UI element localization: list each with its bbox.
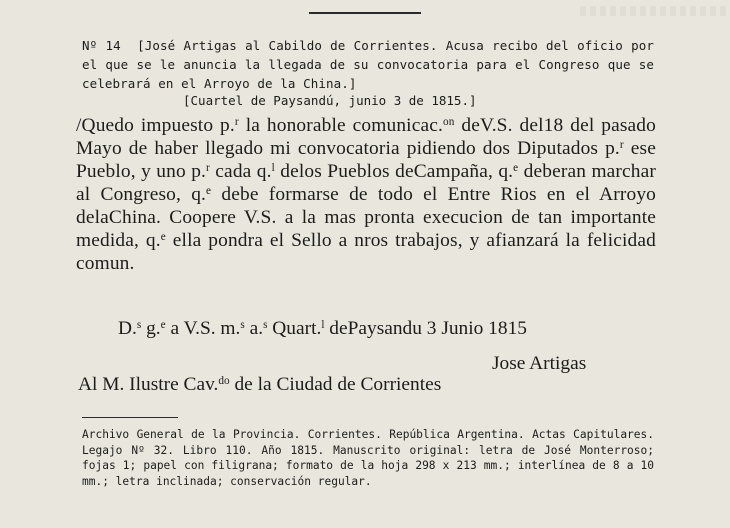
archival-footnote: Archivo General de la Provincia. Corrientes. República Argentina. Actas Capitulares. Legajo Nº 32. Libro 110. Año 1815. Manuscrito original: letra de José Monterroso; fojas 1; papel con filigrana; formato de la hoja 298 x 213 mm.; interlínea de 8 a 10 mm.; letra inclinada; conservación regular.	[82, 428, 654, 488]
document-number: Nº 14	[82, 38, 121, 53]
top-rule	[309, 12, 421, 14]
letter-closing: D.$^s$ g.$^e$ a V.S. m.$^s$ a.$^s$ Quart.$^l$ dePaysandu 3 Junio 1815	[118, 318, 527, 339]
letter-body: /Quedo impuesto p.$^r$ la honorable comunicac.$^{on}$ deV.S. del18 del pasado Mayo de haber llegado mi convocatoria pidiendo dos Diputados p.$^r$ ese Pueblo, y uno p.$^r$ cada q.$^l$ delos Pueblos deCampaña, q.$^e$ deberan marchar al Congreso, q.$^e$ debe formarse de todo el Entre Rios en el Arroyo delaChina. Coopere V.S. a la mas pronta execucion de tan importante medida, q.$^e$ ella pondra el Sello a nros trabajos, y afianzará la felicidad comun.	[76, 115, 657, 274]
show-through-text	[580, 6, 730, 16]
signature: Jose Artigas	[492, 353, 587, 374]
document-heading	[82, 36, 654, 93]
document-summary: [José Artigas al Cabildo de Corrientes. Acusa recibo del oficio por el que se le anuncia la llegada de su convocatoria para el Congreso que se celebrará en el Arroyo de la China.]	[82, 38, 654, 91]
place-date: [Cuartel de Paysandú, junio 3 de 1815.]	[183, 93, 477, 108]
footnote-rule	[82, 417, 178, 418]
recipient-line: Al M. Ilustre Cav.$^{do}$ de la Ciudad de Corrientes	[78, 374, 442, 395]
